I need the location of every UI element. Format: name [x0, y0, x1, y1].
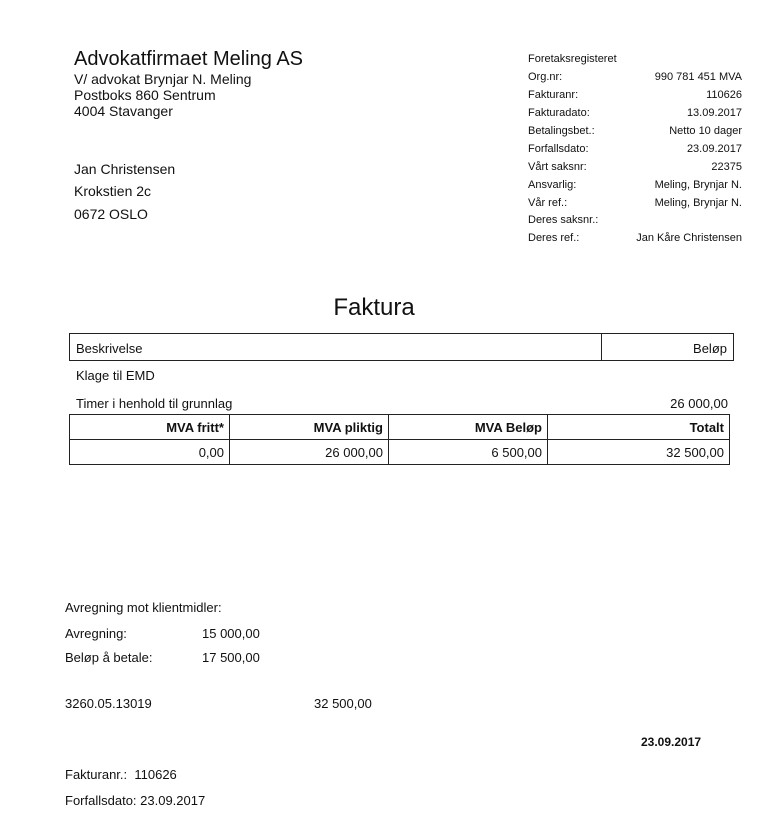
vat-header-cell: MVA pliktig [230, 415, 389, 440]
vat-value-cell: 32 500,00 [548, 440, 730, 465]
info-value: 23.09.2017 [686, 143, 742, 155]
description-column-header: Beskrivelse [76, 341, 143, 356]
account-number: 3260.05.13019 [65, 696, 152, 711]
info-value: Jan Kåre Christensen [636, 232, 742, 244]
vat-header-cell: MVA fritt* [70, 415, 230, 440]
info-value: 22375 [711, 161, 742, 173]
info-value: 13.09.2017 [686, 107, 742, 119]
firm-name: Advokatfirmaet Meling AS [74, 48, 303, 70]
info-value: Netto 10 dager [669, 125, 742, 137]
settlement-heading: Avregning mot klientmidler: [65, 600, 222, 615]
info-label: Forfallsdato: [528, 143, 589, 155]
vat-value-cell: 0,00 [70, 440, 230, 465]
recipient-line: Krokstien 2c [74, 183, 152, 199]
info-label: Vårt saksnr: [528, 161, 587, 173]
settlement-label: Avregning: [65, 626, 127, 641]
vat-value-cell: 6 500,00 [389, 440, 548, 465]
info-label: Vår ref.: [528, 197, 568, 209]
recipient-line: 0672 OSLO [74, 206, 148, 222]
info-heading: Foretaksregisteret [528, 53, 617, 65]
info-label: Ansvarlig: [528, 179, 577, 191]
invoice-number-line: Fakturanr.: 110626 [65, 767, 177, 782]
settlement-value: 17 500,00 [202, 650, 260, 665]
info-label: Fakturadato: [528, 107, 590, 119]
due-date-bold: 23.09.2017 [641, 735, 702, 749]
vat-summary-table [69, 414, 730, 465]
line-item-amount: 26 000,00 [670, 396, 728, 411]
info-value: Meling, Brynjar N. [654, 179, 742, 191]
recipient-line: Jan Christensen [74, 161, 176, 177]
info-label: Betalingsbet.: [528, 125, 595, 137]
table-row [70, 415, 730, 440]
description-table-header [69, 333, 734, 361]
document-title: Faktura [333, 294, 415, 321]
info-value: Meling, Brynjar N. [654, 197, 742, 209]
sender-line: Postboks 860 Sentrum [74, 87, 216, 103]
settlement-value: 15 000,00 [202, 626, 260, 641]
info-label: Org.nr: [528, 71, 563, 83]
vat-header-cell: Totalt [548, 415, 730, 440]
table-row [70, 440, 730, 465]
case-line: Klage til EMD [76, 368, 155, 383]
info-label: Deres ref.: [528, 232, 580, 244]
info-label: Deres saksnr.: [528, 214, 599, 226]
sender-line: V/ advokat Brynjar N. Meling [74, 71, 252, 87]
due-date-line: Forfallsdato: 23.09.2017 [65, 793, 206, 808]
payment-amount: 32 500,00 [314, 696, 372, 711]
info-label: Fakturanr: [528, 89, 579, 101]
info-value: 990 781 451 MVA [654, 71, 742, 83]
sender-line: 4004 Stavanger [74, 103, 173, 119]
column-divider [601, 334, 602, 360]
settlement-label: Beløp å betale: [65, 650, 153, 665]
vat-value-cell: 26 000,00 [230, 440, 389, 465]
vat-header-cell: MVA Beløp [389, 415, 548, 440]
amount-column-header: Beløp [693, 341, 727, 356]
info-value: 110626 [706, 89, 742, 101]
line-item-description: Timer i henhold til grunnlag [76, 396, 233, 411]
